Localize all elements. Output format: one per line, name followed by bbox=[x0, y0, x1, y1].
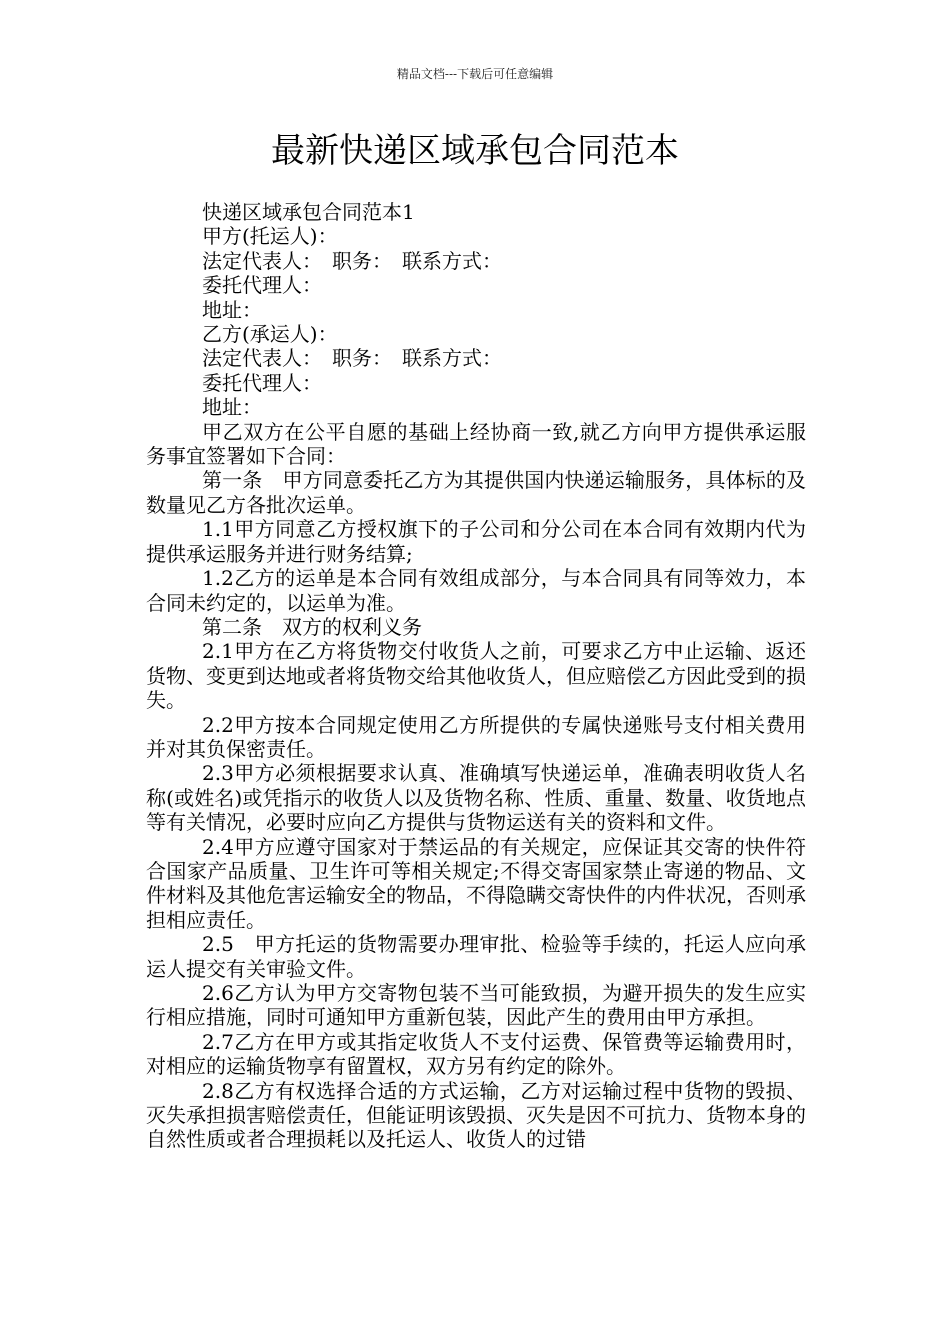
party-a-agent: 委托代理人： bbox=[202, 273, 322, 298]
clause-1-1: 1.1甲方同意乙方授权旗下的子公司和分公司在本合同有效期内代为提供承运服务并进行财务结算; bbox=[146, 517, 806, 566]
party-a-label: 甲方(托运人)： bbox=[202, 224, 338, 249]
clause-2-2: 2.2甲方按本合同规定使用乙方所提供的专属快递账号支付相关费用并对其负保密责任。 bbox=[146, 712, 806, 761]
party-a-address: 地址： bbox=[202, 297, 262, 322]
document-body bbox=[146, 200, 806, 1152]
party-b-label: 乙方(承运人)： bbox=[202, 322, 338, 347]
clause-2-1: 2.1甲方在乙方将货物交付收货人之前，可要求乙方中止运输、返还货物、变更到达地或者将货物交给其他收货人，但应赔偿乙方因此受到的损失。 bbox=[146, 639, 806, 713]
clause-1-2: 1.2乙方的运单是本合同有效组成部分，与本合同具有同等效力，本合同未约定的，以运单为准。 bbox=[146, 566, 806, 615]
document-subtitle: 快递区域承包合同范本1 bbox=[202, 200, 415, 224]
party-b-agent: 委托代理人： bbox=[202, 370, 322, 395]
document-title: 最新快递区域承包合同范本 bbox=[271, 131, 679, 171]
clause-2-8: 2.8乙方有权选择合适的方式运输，乙方对运输过程中货物的毁损、灭失承担损害赔偿责任，但能证明该毁损、灭失是因不可抗力、货物本身的自然性质或者合理损耗以及托运人、收货人的过错 bbox=[146, 1078, 806, 1152]
clause-2-6: 2.6乙方认为甲方交寄物包装不当可能致损，为避开损失的发生应实行相应措施，同时可通知甲方重新包装，因此产生的费用由甲方承担。 bbox=[146, 981, 806, 1030]
clause-2-4: 2.4甲方应遵守国家对于禁运品的有关规定，应保证其交寄的快件符合国家产品质量、卫生许可等相关规定;不得交寄国家禁止寄递的物品、文件材料及其他危害运输安全的物品，不得隐瞒交寄快件的内件状况，否则承担相应责任。 bbox=[146, 834, 806, 932]
party-b-representative: 法定代表人： 职务： 联系方式： bbox=[202, 346, 502, 371]
preamble-paragraph: 甲乙双方在公平自愿的基础上经协商一致,就乙方向甲方提供承运服务事宜签署如下合同： bbox=[146, 419, 806, 469]
page-header-note: 精品文档---下载后可任意编辑 bbox=[396, 67, 554, 81]
clause-2-7: 2.7乙方在甲方或其指定收货人不支付运费、保管费等运输费用时，对相应的运输货物享有留置权，双方另有约定的除外。 bbox=[146, 1029, 806, 1079]
clause-2-5: 2.5 甲方托运的货物需要办理审批、检验等手续的，托运人应向承运人提交有关审验文件。 bbox=[146, 932, 806, 981]
article-1: 第一条 甲方同意委托乙方为其提供国内快递运输服务，具体标的及数量见乙方各批次运单。 bbox=[146, 468, 806, 517]
party-b-address: 地址： bbox=[202, 395, 262, 420]
article-2-heading: 第二条 双方的权利义务 bbox=[202, 614, 422, 639]
party-a-representative: 法定代表人： 职务： 联系方式： bbox=[202, 248, 502, 273]
clause-2-3: 2.3甲方必须根据要求认真、准确填写快递运单，准确表明收货人名称(或姓名)或凭指示的收货人以及货物名称、性质、重量、数量、收货地点等有关情况，必要时应向乙方提供与货物运送有关的资料和文件。 bbox=[146, 761, 806, 835]
